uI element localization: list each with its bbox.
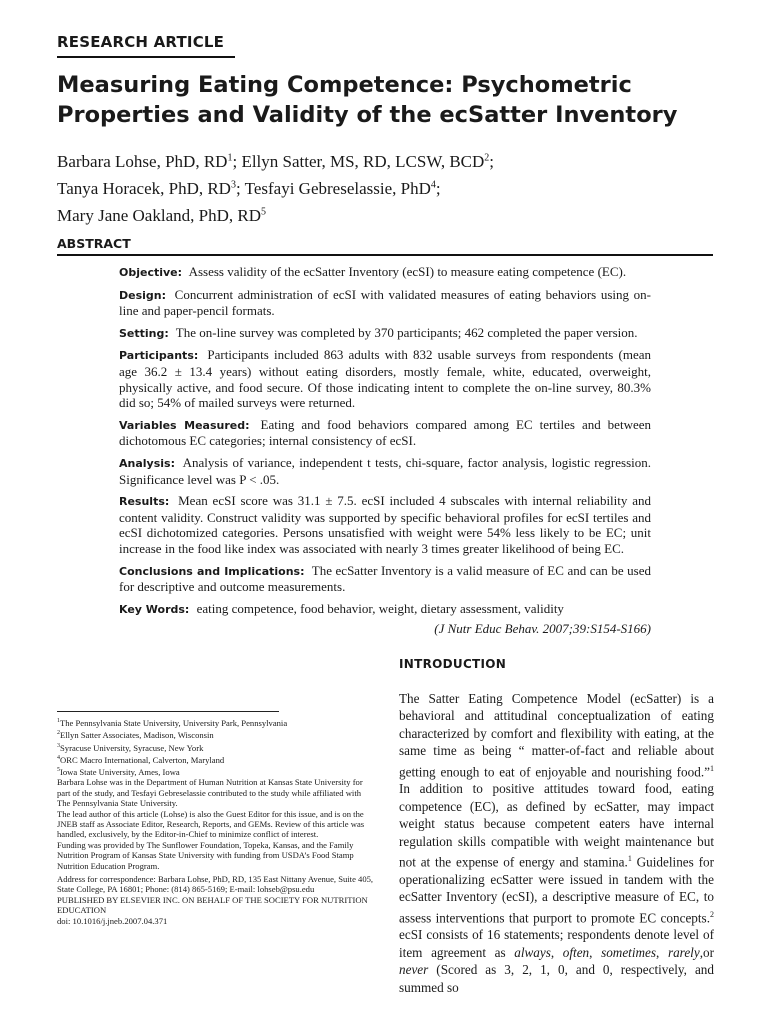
- section-label: RESEARCH ARTICLE: [57, 33, 225, 51]
- article-title: Measuring Eating Competence: Psychometric Properties and Validity of the ecSatter Inventory: [57, 72, 678, 128]
- affiliation-footnote: $^2$Ellyn Satter Associates, Madison, Wisconsin: [57, 730, 214, 741]
- abstract-section-heading: Design:: [119, 288, 167, 302]
- introduction-body: The Satter Eating Competence Model (ecSatter) is a behavioral and attitudinal conceptualization of eating characterized by comfort and flexibility with eating, at the same time as being “ matter-of-fact and reliable about getting enough to eat of enjoyable and nourishing food.”$^1$ In addition to positive attitudes toward food, eating competence (EC), as defined by ecSatter, may impact weight status because competent eaters have internal regulation skills compatible with weight maintenance but not at the expense of energy and stamina.$^1$ Guidelines for operationalizing ecSatter were issued in tandem with the ecSatter Inventory (ecSI), a descriptive measure of EC, to assess interventions that purport to promote EC concepts.$^2$ ecSI consists of 16 statements; respondents denote level of item agreement as always, often, sometimes, rarely,or never (Scored as 3, 2, 1, 0, and 0, respectively, and summed so: [399, 691, 715, 995]
- abstract-section-heading: Objective:: [119, 266, 183, 279]
- footnote-note: Barbara Lohse was in the Department of Human Nutrition at Kansas State University for part of the study, and Tesfayi Gebreselassie contributed to the study while affiliated with The Pennsylvania State University.: [57, 777, 363, 809]
- abstract-section: [119, 563, 651, 595]
- abstract-section-text: Assess validity of the ecSatter Inventory (ecSI) to measure eating competence (EC).: [186, 264, 627, 279]
- author-list: [57, 146, 697, 227]
- author-name: Mary Jane Oakland, PhD, $RD^5$: [57, 205, 266, 225]
- affiliation-list: [57, 716, 375, 777]
- abstract-divider: [57, 254, 713, 256]
- abstract-section-text: eating competence, food behavior, weight, dietary assessment, validity: [193, 600, 564, 616]
- doi: doi: 10.1016/j.jneb.2007.04.371: [57, 915, 168, 926]
- abstract-section: [119, 493, 651, 556]
- abstract-sections: [119, 264, 651, 617]
- abstract-section-text: The ecSatter Inventory is a valid measure of EC and can be used for descriptive and outcome measurements.: [119, 562, 651, 595]
- introduction-heading: INTRODUCTION: [399, 657, 507, 671]
- abstract-section: [119, 417, 651, 449]
- affiliation-marker: 4: [430, 179, 436, 191]
- abstract-section-heading: Conclusions and Implications:: [119, 564, 305, 578]
- publisher-line: PUBLISHED BY ELSEVIER INC. ON BEHALF OF THE SOCIETY FOR NUTRITION EDUCATION: [57, 894, 368, 916]
- abstract-section: [119, 455, 651, 487]
- abstract-section: [119, 325, 651, 342]
- abstract-label: ABSTRACT: [57, 236, 131, 251]
- affiliation-marker: 5: [260, 206, 266, 218]
- correspondence-address: Address for correspondence: Barbara Lohse, PhD, RD, 135 East Nittany Avenue, Suite 405, State College, PA 16801; Phone: (814) 865-5169; E-mail: lohseb@psu.edu: [57, 873, 374, 895]
- footnote-note: The lead author of this article (Lohse) is also the Guest Editor for this issue, and is on the JNEB staff as Associate Editor, Research, Reports, and GEMs. Review of this article was handled, exclusively, by the Editor-in-Chief to minimize conflict of interest.: [57, 808, 365, 840]
- abstract-section-text: Analysis of variance, independent t tests, chi-square, factor analysis, logistic regression. Significance level was P < .05.: [119, 454, 651, 487]
- footnote-notes: [57, 777, 375, 871]
- affiliation-footnote: $^5$Iowa State University, Ames, Iowa: [57, 766, 180, 777]
- section-divider: [57, 56, 235, 58]
- abstract-section: [119, 601, 651, 618]
- abstract-body: [119, 264, 651, 637]
- abstract-section-text: The on-line survey was completed by 370 participants; 462 completed the paper version.: [172, 324, 638, 340]
- abstract-section-text: Mean ecSI score was 31.1 ± 7.5. ecSI included 4 subscales with internal reliability and content validity. Construct validity was supported by specific behavioral profiles for ecSI tertiles and ecSI dichotomized categories. Persons unsatisfied with weight were 54% less likely to be EC; unit increase in the food like index was associated with nearly 3 times greater likelihood of being EC.: [119, 493, 651, 556]
- footnote-divider: [57, 711, 279, 712]
- footnotes: [57, 716, 375, 926]
- abstract-section: [119, 287, 651, 319]
- affiliation-footnote: $^3$Syracuse University, Syracuse, New York: [57, 742, 204, 753]
- abstract-section: [119, 347, 651, 410]
- affiliation-marker: 1: [227, 152, 233, 163]
- footnote-note: Funding was provided by The Sunflower Foundation, Topeka, Kansas, and the Family Nutrition Program of Kansas State University with funding from USDA’s Food Stamp Nutrition Education Program.: [57, 839, 354, 871]
- author-name: Tesfayi Gebreselassie, PhD$^4$;: [244, 178, 441, 198]
- abstract-section-text: Participants included 863 adults with 832 usable surveys from respondents (mean age 36.2 ± 13.4 years) without eating disorders, mostly female, white, educated, overweight, physically active, and food secure. Of those indicating intent to complete the on-line survey, 80.3% did so; 54% of mailed surveys were returned.: [119, 347, 651, 411]
- author-name: Tanya Horacek, PhD, $RD^3$;: [57, 178, 245, 198]
- abstract-section-text: Concurrent administration of ecSI with validated measures of eating behaviors using on-line and paper-pencil formats.: [119, 286, 651, 319]
- abstract-section: [119, 264, 651, 281]
- abstract-section-heading: Participants:: [119, 349, 199, 363]
- affiliation-marker: 2: [484, 152, 490, 163]
- journal-citation: (J Nutr Educ Behav. 2007;39:S154-S166): [434, 621, 651, 637]
- abstract-section-heading: Variables Measured:: [119, 418, 250, 432]
- abstract-section-text: Eating and food behaviors compared among EC tertiles and between dichotomous EC categories; internal consistency of ecSI.: [119, 416, 651, 449]
- abstract-section-heading: Key Words:: [119, 602, 190, 616]
- abstract-section-heading: Analysis:: [119, 456, 175, 470]
- author-name: Ellyn Satter, MS, RD, LCSW, BCD$^2$;: [241, 151, 495, 171]
- affiliation-footnote: $^1$The Pennsylvania State University, University Park, Pennsylvania: [57, 717, 288, 728]
- abstract-section-heading: Setting:: [119, 326, 169, 340]
- affiliation-footnote: $^4$ORC Macro International, Calverton, Maryland: [57, 754, 225, 765]
- abstract-section-heading: Results:: [119, 495, 170, 509]
- affiliation-marker: 3: [230, 179, 236, 191]
- author-name: Barbara Lohse, PhD, $RD^1$;: [57, 151, 242, 171]
